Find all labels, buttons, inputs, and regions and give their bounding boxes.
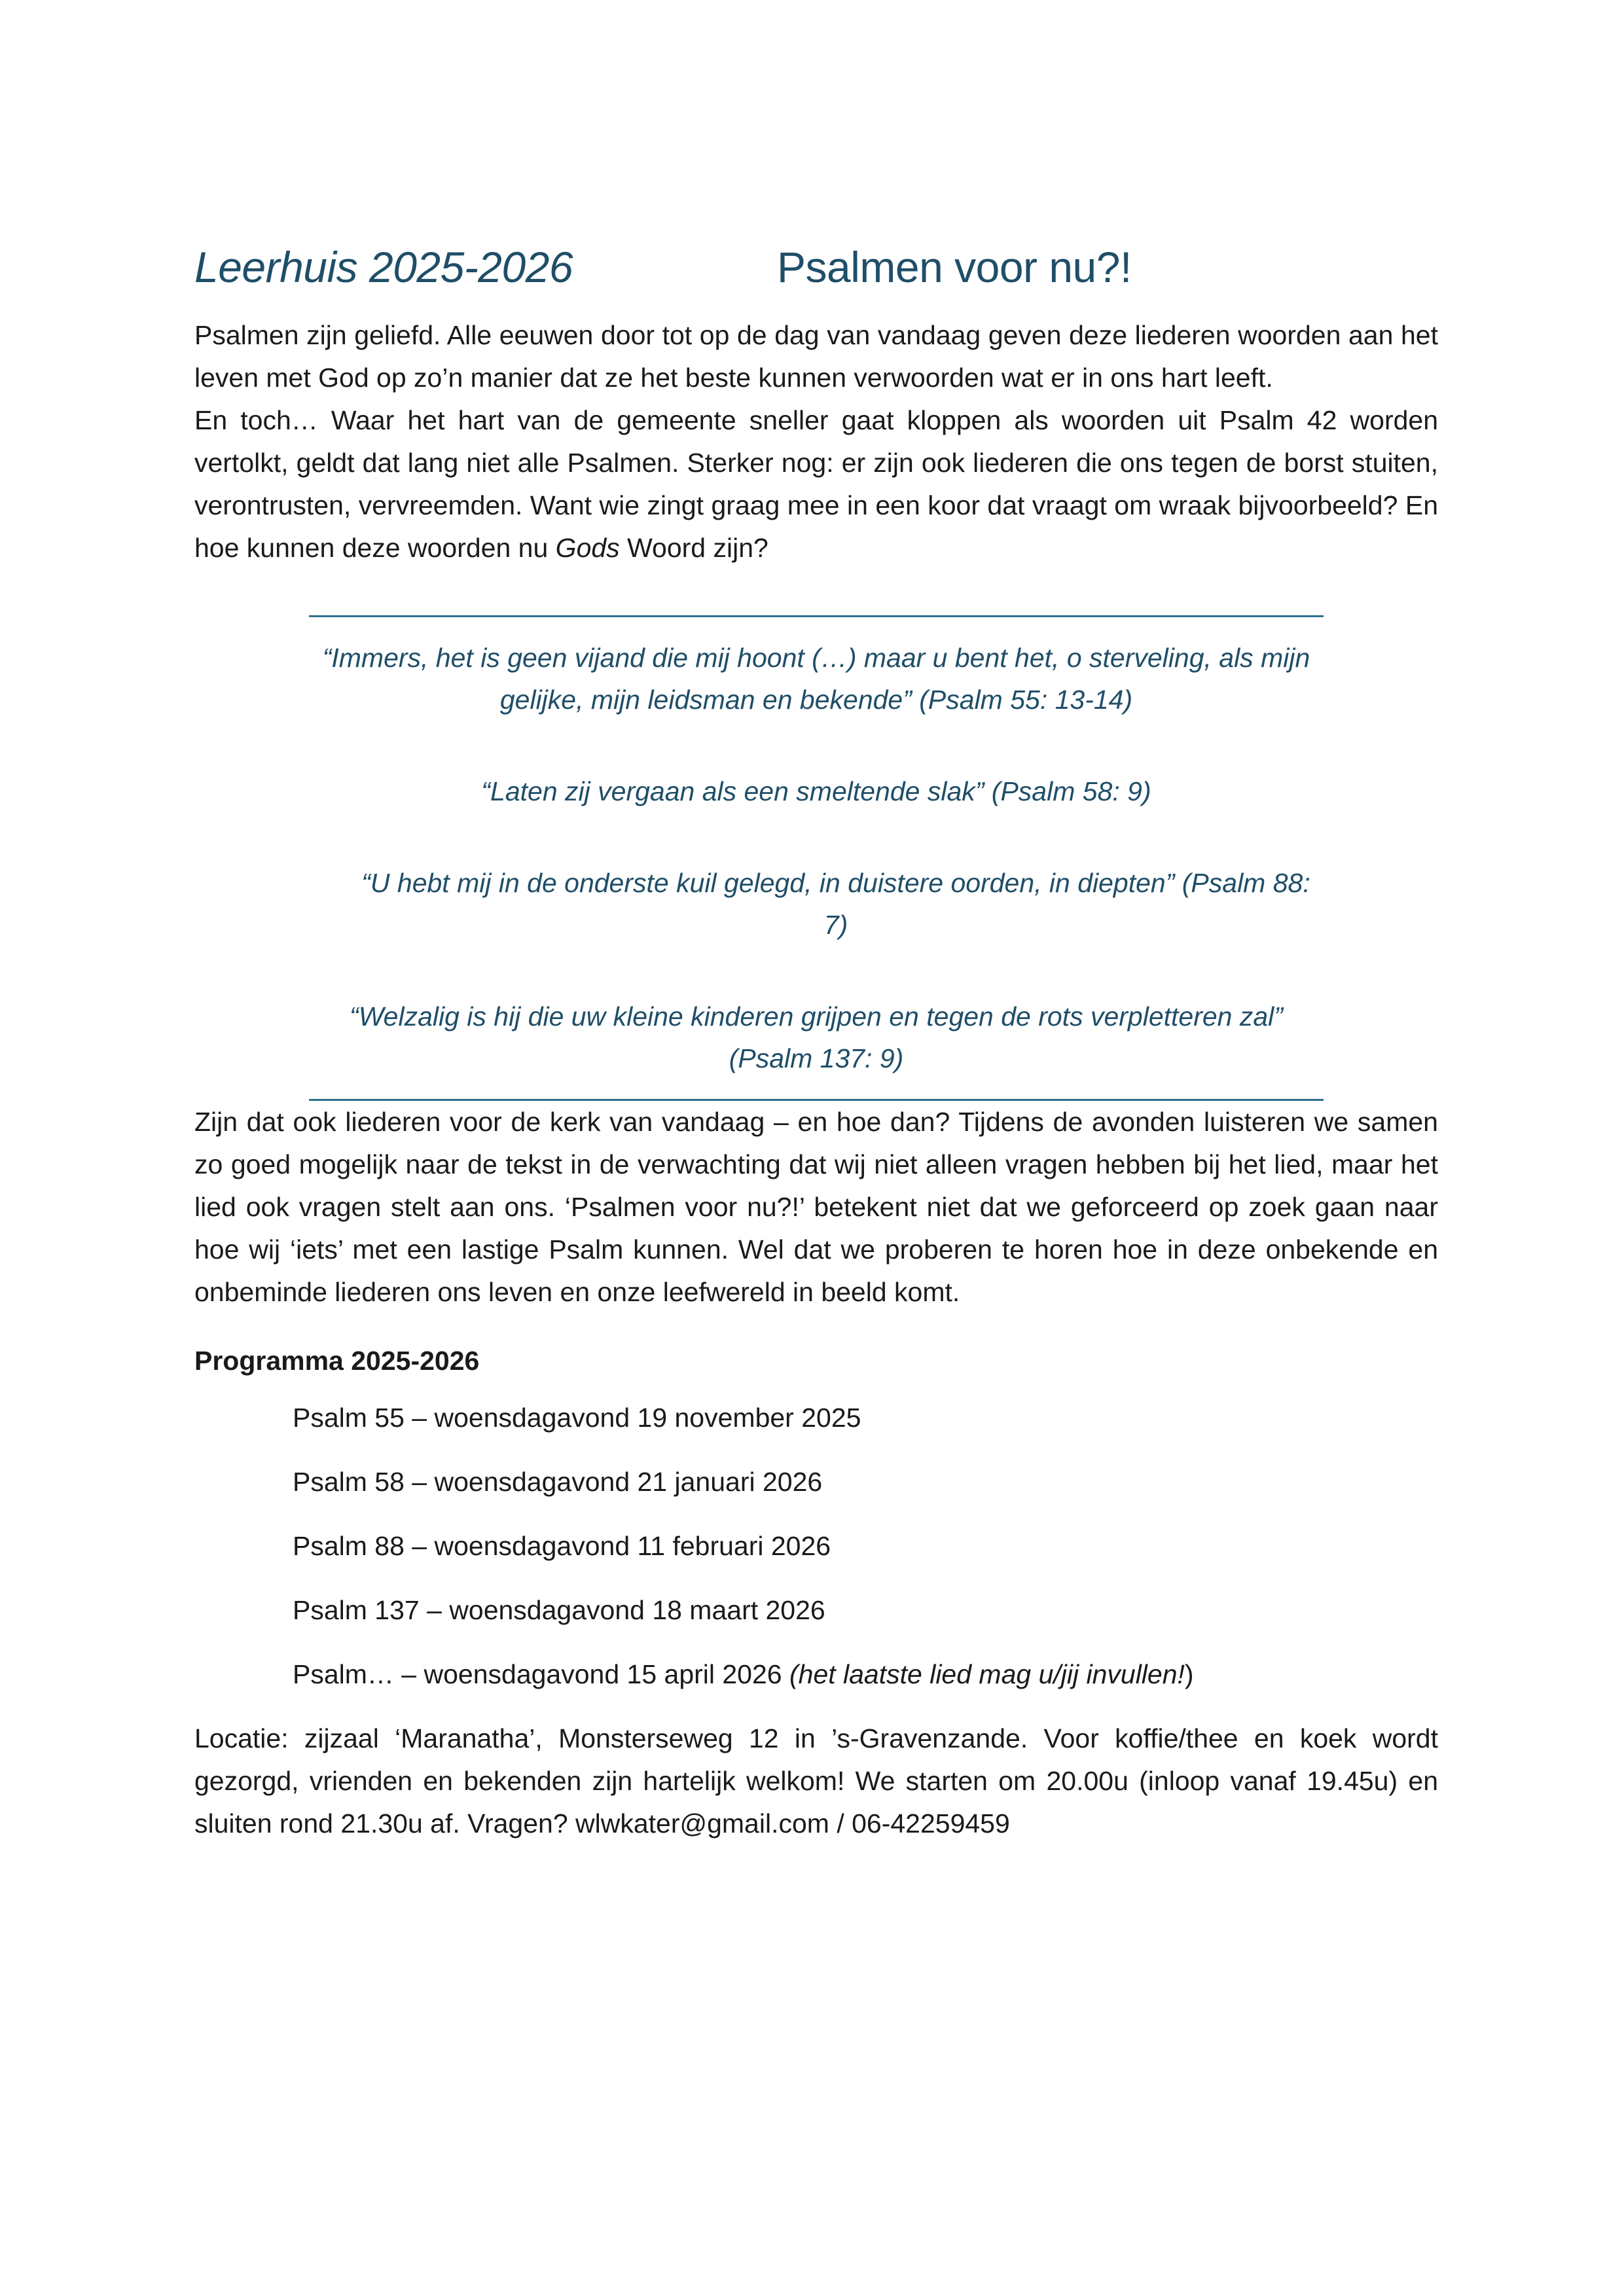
programme-heading: Programma 2025-2026 <box>194 1346 480 1376</box>
programme-item-open-text: Psalm… – woensdagavond 15 april 2026 <box>293 1659 789 1689</box>
programme-item-open-note-close: ) <box>1184 1659 1194 1689</box>
programme-item-open-note: (het laatste lied mag u/jij invullen! <box>789 1659 1185 1689</box>
programme-item-psalm-137: Psalm 137 – woensdagavond 18 maart 2026 <box>293 1595 825 1625</box>
quote-psalm-137: “Welzalig is hij die uw kleine kinderen grijpen en tegen de rots verpletteren zal” (Psalm 137: 9) <box>350 1001 1283 1073</box>
intro-p2-emphasis: Gods <box>555 533 620 563</box>
document-title: Leerhuis 2025-2026 <box>194 243 573 291</box>
programme-item-psalm-55: Psalm 55 – woensdagavond 19 november 2025 <box>293 1403 861 1433</box>
document-subtitle: Psalmen voor nu?! <box>777 243 1132 291</box>
body-paragraph: Zijn dat ook liederen voor de kerk van vandaag – en hoe dan? Tijdens de avonden luisteren we samen zo goed mogelijk naar de tekst in de verwachting dat wij niet alleen vragen hebben bij het lied, maar het lied ook vragen stelt aan ons. ‘Psalmen voor nu?!’ betekent niet dat we geforceerd op zoek gaan naar hoe wij ‘iets’ met een lastige Psalm kunnen. Wel dat we proberen te horen hoe in deze onbekende en onbeminde liederen ons leven en onze leefwereld in beeld komt. <box>194 1107 1438 1307</box>
document-page <box>194 242 1438 1845</box>
programme-item-psalm-88: Psalm 88 – woensdagavond 11 februari 2026 <box>293 1531 831 1561</box>
title-row <box>194 242 1438 314</box>
programme-item-open <box>293 1653 1438 1696</box>
quote-psalm-58: “Laten zij vergaan als een smeltende slak” (Psalm 58: 9) <box>481 776 1151 806</box>
quote-psalm-55: “Immers, het is geen vijand die mij hoont (…) maar u bent het, o sterveling, als mijn gelijke, mijn leidsman en bekende” (Psalm 55: 13-14) <box>322 643 1310 715</box>
quote-psalm-88: “U hebt mij in de onderste kuil gelegd, in duistere oorden, in diepten” (Psalm 88: 7) <box>361 868 1310 940</box>
location-paragraph: Locatie: zijzaal ‘Maranatha’, Monsterseweg 12 in ’s-Gravenzande. Voor koffie/thee en koek wordt gezorgd, vrienden en bekenden zijn hartelijk welkom! We starten om 20.00u (inloop vanaf 19.45u) en sluiten rond 21.30u af. Vragen? wlwkater@gmail.com / 06-42259459 <box>194 1723 1438 1839</box>
programme-list <box>293 1397 1438 1696</box>
quote-block <box>309 615 1324 1101</box>
programme-item-psalm-58: Psalm 58 – woensdagavond 21 januari 2026 <box>293 1467 823 1497</box>
intro-p2-text-a: En toch… Waar het hart van de gemeente sneller gaat kloppen als woorden uit Psalm 42 worden vertolkt, geldt dat lang niet alle Psalmen. Sterker nog: er zijn ook liederen die ons tegen de borst stuiten, verontrusten, vervreemden. Want wie zingt graag mee in een koor dat vraagt om wraak bijvoorbeeld? En hoe kunnen deze woorden nu <box>194 405 1438 563</box>
intro-paragraph-2 <box>194 399 1438 569</box>
intro-paragraph-1: Psalmen zijn geliefd. Alle eeuwen door tot op de dag van vandaag geven deze liederen woorden aan het leven met God op zo’n manier dat ze het beste kunnen verwoorden wat er in ons hart leeft. <box>194 320 1438 393</box>
intro-p2-text-b: Woord zijn? <box>619 533 768 563</box>
